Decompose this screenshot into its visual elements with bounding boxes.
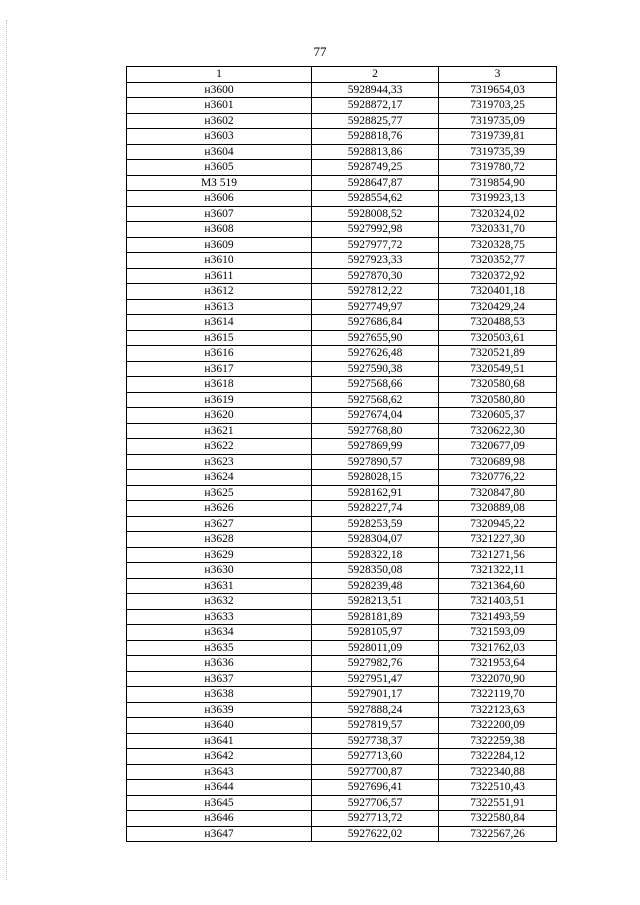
point-cell: н3619 xyxy=(127,392,312,408)
x-coordinate-cell: 5927870,30 xyxy=(312,268,439,284)
x-coordinate-cell: 5927568,62 xyxy=(312,392,439,408)
x-coordinate-cell: 5928227,74 xyxy=(312,501,439,517)
table-row xyxy=(127,563,557,579)
y-coordinate-cell: 7320689,98 xyxy=(439,454,557,470)
point-cell: н3625 xyxy=(127,485,312,501)
point-cell: н3618 xyxy=(127,377,312,393)
y-coordinate-cell: 7321762,03 xyxy=(439,640,557,656)
table-row xyxy=(127,361,557,377)
table-row xyxy=(127,144,557,160)
table-row xyxy=(127,671,557,687)
point-cell: н3637 xyxy=(127,671,312,687)
point-cell: н3640 xyxy=(127,718,312,734)
x-coordinate-cell: 5927713,60 xyxy=(312,749,439,765)
point-cell: н3629 xyxy=(127,547,312,563)
table-row xyxy=(127,501,557,517)
table-row xyxy=(127,237,557,253)
table-row xyxy=(127,749,557,765)
point-cell: н3620 xyxy=(127,408,312,424)
y-coordinate-cell: 7319854,90 xyxy=(439,175,557,191)
y-coordinate-cell: 7321403,51 xyxy=(439,594,557,610)
y-coordinate-cell: 7322070,90 xyxy=(439,671,557,687)
y-coordinate-cell: 7322284,12 xyxy=(439,749,557,765)
x-coordinate-cell: 5927655,90 xyxy=(312,330,439,346)
table-row xyxy=(127,687,557,703)
x-coordinate-cell: 5928011,09 xyxy=(312,640,439,656)
table-row xyxy=(127,532,557,548)
point-cell: н3647 xyxy=(127,826,312,842)
table-row xyxy=(127,625,557,641)
point-cell: н3643 xyxy=(127,764,312,780)
x-coordinate-cell: 5928818,76 xyxy=(312,129,439,145)
table-row xyxy=(127,175,557,191)
coordinates-table xyxy=(126,66,557,842)
point-cell: н3617 xyxy=(127,361,312,377)
y-coordinate-cell: 7319703,25 xyxy=(439,98,557,114)
table-row xyxy=(127,811,557,827)
table-row xyxy=(127,609,557,625)
x-coordinate-cell: 5928322,18 xyxy=(312,547,439,563)
point-cell: н3636 xyxy=(127,656,312,672)
header-point-column: 1 xyxy=(127,67,312,83)
x-coordinate-cell: 5927706,57 xyxy=(312,795,439,811)
table-row xyxy=(127,733,557,749)
x-coordinate-cell: 5927749,97 xyxy=(312,299,439,315)
table-row xyxy=(127,113,557,129)
table-header xyxy=(127,67,557,83)
point-cell: н3626 xyxy=(127,501,312,517)
table-row xyxy=(127,439,557,455)
table-row xyxy=(127,594,557,610)
x-coordinate-cell: 5928213,51 xyxy=(312,594,439,610)
table-row xyxy=(127,284,557,300)
x-coordinate-cell: 5927982,76 xyxy=(312,656,439,672)
point-cell: н3627 xyxy=(127,516,312,532)
point-cell: н3628 xyxy=(127,532,312,548)
y-coordinate-cell: 7322200,09 xyxy=(439,718,557,734)
table-row xyxy=(127,718,557,734)
y-coordinate-cell: 7319735,09 xyxy=(439,113,557,129)
x-coordinate-cell: 5928008,52 xyxy=(312,206,439,222)
table-row xyxy=(127,377,557,393)
x-coordinate-cell: 5927622,02 xyxy=(312,826,439,842)
x-coordinate-cell: 5928162,91 xyxy=(312,485,439,501)
x-coordinate-cell: 5928554,62 xyxy=(312,191,439,207)
table-row xyxy=(127,547,557,563)
y-coordinate-cell: 7320401,18 xyxy=(439,284,557,300)
point-cell: н3646 xyxy=(127,811,312,827)
point-cell: н3624 xyxy=(127,470,312,486)
point-cell: н3608 xyxy=(127,222,312,238)
x-coordinate-cell: 5927568,66 xyxy=(312,377,439,393)
point-cell: н3611 xyxy=(127,268,312,284)
table-row xyxy=(127,268,557,284)
header-y-column: 3 xyxy=(439,67,557,83)
point-cell: н3631 xyxy=(127,578,312,594)
x-coordinate-cell: 5928749,25 xyxy=(312,160,439,176)
x-coordinate-cell: 5927923,33 xyxy=(312,253,439,269)
x-coordinate-cell: 5928825,77 xyxy=(312,113,439,129)
point-cell: н3641 xyxy=(127,733,312,749)
page-number: 77 xyxy=(313,44,327,59)
table-row xyxy=(127,299,557,315)
y-coordinate-cell: 7319739,81 xyxy=(439,129,557,145)
table-row xyxy=(127,222,557,238)
point-cell: н3604 xyxy=(127,144,312,160)
table-row xyxy=(127,470,557,486)
y-coordinate-cell: 7322119,70 xyxy=(439,687,557,703)
table-row xyxy=(127,656,557,672)
table-row xyxy=(127,826,557,842)
y-coordinate-cell: 7321953,64 xyxy=(439,656,557,672)
scan-margin-marks xyxy=(6,20,8,880)
table-row xyxy=(127,392,557,408)
x-coordinate-cell: 5927977,72 xyxy=(312,237,439,253)
point-cell: н3606 xyxy=(127,191,312,207)
y-coordinate-cell: 7322580,84 xyxy=(439,811,557,827)
point-cell: н3642 xyxy=(127,749,312,765)
y-coordinate-cell: 7322259,38 xyxy=(439,733,557,749)
y-coordinate-cell: 7320521,89 xyxy=(439,346,557,362)
x-coordinate-cell: 5928872,17 xyxy=(312,98,439,114)
x-coordinate-cell: 5927738,37 xyxy=(312,733,439,749)
point-cell: н3613 xyxy=(127,299,312,315)
header-row xyxy=(127,67,557,83)
table-row xyxy=(127,82,557,98)
table-row xyxy=(127,640,557,656)
y-coordinate-cell: 7320677,09 xyxy=(439,439,557,455)
x-coordinate-cell: 5928105,97 xyxy=(312,625,439,641)
x-coordinate-cell: 5927590,38 xyxy=(312,361,439,377)
x-coordinate-cell: 5927700,87 xyxy=(312,764,439,780)
point-cell: н3602 xyxy=(127,113,312,129)
x-coordinate-cell: 5928253,59 xyxy=(312,516,439,532)
point-cell: н3600 xyxy=(127,82,312,98)
point-cell: н3632 xyxy=(127,594,312,610)
y-coordinate-cell: 7320372,92 xyxy=(439,268,557,284)
y-coordinate-cell: 7320889,08 xyxy=(439,501,557,517)
y-coordinate-cell: 7320352,77 xyxy=(439,253,557,269)
table-row xyxy=(127,423,557,439)
y-coordinate-cell: 7319735,39 xyxy=(439,144,557,160)
x-coordinate-cell: 5928304,07 xyxy=(312,532,439,548)
table-body xyxy=(127,82,557,842)
y-coordinate-cell: 7320580,80 xyxy=(439,392,557,408)
x-coordinate-cell: 5927890,57 xyxy=(312,454,439,470)
point-cell: н3633 xyxy=(127,609,312,625)
point-cell: н3605 xyxy=(127,160,312,176)
y-coordinate-cell: 7320549,51 xyxy=(439,361,557,377)
y-coordinate-cell: 7320945,22 xyxy=(439,516,557,532)
x-coordinate-cell: 5927819,57 xyxy=(312,718,439,734)
y-coordinate-cell: 7322567,26 xyxy=(439,826,557,842)
y-coordinate-cell: 7320324,02 xyxy=(439,206,557,222)
y-coordinate-cell: 7322123,63 xyxy=(439,702,557,718)
point-cell: н3601 xyxy=(127,98,312,114)
point-cell: н3644 xyxy=(127,780,312,796)
point-cell: н3645 xyxy=(127,795,312,811)
y-coordinate-cell: 7322510,43 xyxy=(439,780,557,796)
table-row xyxy=(127,129,557,145)
y-coordinate-cell: 7320776,22 xyxy=(439,470,557,486)
x-coordinate-cell: 5927674,04 xyxy=(312,408,439,424)
x-coordinate-cell: 5927869,99 xyxy=(312,439,439,455)
y-coordinate-cell: 7319654,03 xyxy=(439,82,557,98)
point-cell: н3635 xyxy=(127,640,312,656)
table-row xyxy=(127,206,557,222)
x-coordinate-cell: 5927901,17 xyxy=(312,687,439,703)
table-row xyxy=(127,454,557,470)
table-row xyxy=(127,160,557,176)
header-x-column: 2 xyxy=(312,67,439,83)
point-cell: МЗ 519 xyxy=(127,175,312,191)
point-cell: н3623 xyxy=(127,454,312,470)
y-coordinate-cell: 7320605,37 xyxy=(439,408,557,424)
x-coordinate-cell: 5928239,48 xyxy=(312,578,439,594)
x-coordinate-cell: 5927951,47 xyxy=(312,671,439,687)
point-cell: н3603 xyxy=(127,129,312,145)
point-cell: н3607 xyxy=(127,206,312,222)
point-cell: н3634 xyxy=(127,625,312,641)
table-row xyxy=(127,346,557,362)
y-coordinate-cell: 7322551,91 xyxy=(439,795,557,811)
y-coordinate-cell: 7321322,11 xyxy=(439,563,557,579)
x-coordinate-cell: 5927812,22 xyxy=(312,284,439,300)
x-coordinate-cell: 5928813,86 xyxy=(312,144,439,160)
point-cell: н3612 xyxy=(127,284,312,300)
table-row xyxy=(127,485,557,501)
point-cell: н3615 xyxy=(127,330,312,346)
x-coordinate-cell: 5927992,98 xyxy=(312,222,439,238)
x-coordinate-cell: 5927713,72 xyxy=(312,811,439,827)
y-coordinate-cell: 7321493,59 xyxy=(439,609,557,625)
table-row xyxy=(127,253,557,269)
x-coordinate-cell: 5928350,08 xyxy=(312,563,439,579)
point-cell: н3638 xyxy=(127,687,312,703)
y-coordinate-cell: 7320331,70 xyxy=(439,222,557,238)
y-coordinate-cell: 7320488,53 xyxy=(439,315,557,331)
y-coordinate-cell: 7320622,30 xyxy=(439,423,557,439)
point-cell: н3621 xyxy=(127,423,312,439)
x-coordinate-cell: 5928028,15 xyxy=(312,470,439,486)
table-row xyxy=(127,702,557,718)
point-cell: н3616 xyxy=(127,346,312,362)
x-coordinate-cell: 5927626,48 xyxy=(312,346,439,362)
table-row xyxy=(127,578,557,594)
x-coordinate-cell: 5927768,80 xyxy=(312,423,439,439)
y-coordinate-cell: 7319780,72 xyxy=(439,160,557,176)
y-coordinate-cell: 7320429,24 xyxy=(439,299,557,315)
y-coordinate-cell: 7320328,75 xyxy=(439,237,557,253)
table-row xyxy=(127,191,557,207)
y-coordinate-cell: 7321593,09 xyxy=(439,625,557,641)
point-cell: н3609 xyxy=(127,237,312,253)
y-coordinate-cell: 7320580,68 xyxy=(439,377,557,393)
point-cell: н3622 xyxy=(127,439,312,455)
x-coordinate-cell: 5928944,33 xyxy=(312,82,439,98)
table-row xyxy=(127,408,557,424)
x-coordinate-cell: 5927888,24 xyxy=(312,702,439,718)
y-coordinate-cell: 7320503,61 xyxy=(439,330,557,346)
table-row xyxy=(127,516,557,532)
y-coordinate-cell: 7321271,56 xyxy=(439,547,557,563)
point-cell: н3610 xyxy=(127,253,312,269)
table-row xyxy=(127,98,557,114)
table-row xyxy=(127,330,557,346)
point-cell: н3639 xyxy=(127,702,312,718)
x-coordinate-cell: 5928181,89 xyxy=(312,609,439,625)
y-coordinate-cell: 7322340,88 xyxy=(439,764,557,780)
y-coordinate-cell: 7321227,30 xyxy=(439,532,557,548)
y-coordinate-cell: 7320847,80 xyxy=(439,485,557,501)
x-coordinate-cell: 5928647,87 xyxy=(312,175,439,191)
y-coordinate-cell: 7319923,13 xyxy=(439,191,557,207)
table-row xyxy=(127,780,557,796)
point-cell: н3630 xyxy=(127,563,312,579)
y-coordinate-cell: 7321364,60 xyxy=(439,578,557,594)
table-row xyxy=(127,764,557,780)
x-coordinate-cell: 5927696,41 xyxy=(312,780,439,796)
point-cell: н3614 xyxy=(127,315,312,331)
table-row xyxy=(127,315,557,331)
x-coordinate-cell: 5927686,84 xyxy=(312,315,439,331)
table-row xyxy=(127,795,557,811)
